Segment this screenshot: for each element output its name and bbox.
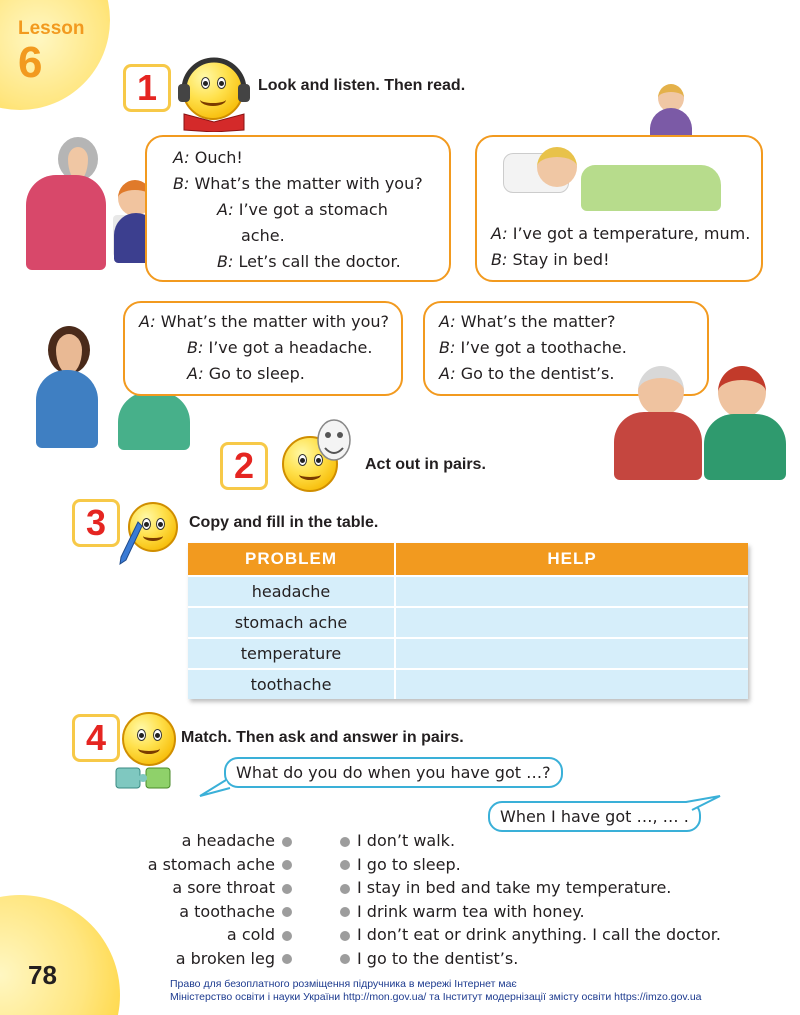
list-item[interactable]: I don’t walk. xyxy=(340,829,721,853)
list-item[interactable]: I go to the dentist’s. xyxy=(340,947,721,971)
list-item[interactable]: I stay in bed and take my temperature. xyxy=(340,876,721,900)
list-item[interactable]: a cold xyxy=(148,923,292,947)
table-row xyxy=(188,637,748,668)
match-dot[interactable] xyxy=(340,884,350,894)
dialogue-1-bubble: A: Ouch! B: What’s the matter with you? A: I’ve got a stomach ache. B: Let’s call the doctor. xyxy=(145,135,451,282)
table-cell-help xyxy=(394,575,748,606)
problem-help-table xyxy=(188,543,748,699)
match-dot[interactable] xyxy=(340,837,350,847)
footer-copyright xyxy=(170,978,702,1004)
match-problems-list xyxy=(148,829,292,970)
headphones-book-icon xyxy=(176,52,252,132)
lesson-number: 6 xyxy=(18,38,43,87)
list-item[interactable]: a stomach ache xyxy=(148,853,292,877)
match-dot[interactable] xyxy=(340,907,350,917)
list-item[interactable]: I drink warm tea with honey. xyxy=(340,900,721,924)
page-number: 78 xyxy=(28,960,57,990)
list-item[interactable]: I go to sleep. xyxy=(340,853,721,877)
match-dot[interactable] xyxy=(340,860,350,870)
pencil-icon xyxy=(118,520,144,566)
table-header-help: HELP xyxy=(394,543,748,575)
table-row xyxy=(188,668,748,699)
dialogue-3-bubble: A: What’s the matter with you? B: I’ve got a headache. A: Go to sleep. xyxy=(123,301,403,396)
exercise-1-number: 1 xyxy=(123,64,171,112)
exercise-2-title: Act out in pairs. xyxy=(365,456,486,473)
match-dot[interactable] xyxy=(282,860,292,870)
table-header-problem: PROBLEM xyxy=(188,543,394,575)
match-solutions-list xyxy=(340,829,721,970)
lesson-corner-decoration xyxy=(0,0,110,110)
dialogue-2-bubble: A: I’ve got a temperature, mum. B: Stay in bed! xyxy=(475,135,763,282)
answer-bubble-tail xyxy=(682,794,722,814)
table-row xyxy=(188,575,748,606)
list-item[interactable]: a sore throat xyxy=(148,876,292,900)
list-item[interactable]: a broken leg xyxy=(148,947,292,971)
footer-line-1: Право для безоплатного розміщення підручника в мережі Інтернет має xyxy=(170,978,517,990)
question-bubble-tail xyxy=(198,778,232,798)
match-dot[interactable] xyxy=(282,884,292,894)
match-dot[interactable] xyxy=(340,954,350,964)
table-cell-problem: headache xyxy=(188,575,394,606)
table-cell-help xyxy=(394,668,748,699)
table-cell-problem: toothache xyxy=(188,668,394,699)
exercise-3-title: Copy and fill in the table. xyxy=(189,514,379,531)
list-item[interactable]: I don’t eat or drink anything. I call the doctor. xyxy=(340,923,721,947)
puzzle-pieces-icon xyxy=(112,762,178,792)
question-bubble: What do you do when you have got …? xyxy=(224,757,563,788)
match-dot[interactable] xyxy=(282,837,292,847)
exercise-1-title: Look and listen. Then read. xyxy=(258,77,466,94)
match-dot[interactable] xyxy=(282,931,292,941)
dialogue-4-bubble: A: What’s the matter? B: I’ve got a toothache. A: Go to the dentist’s. xyxy=(423,301,709,396)
table-cell-problem: stomach ache xyxy=(188,606,394,637)
list-item[interactable]: a toothache xyxy=(148,900,292,924)
table-cell-problem: temperature xyxy=(188,637,394,668)
table-cell-help xyxy=(394,606,748,637)
page-corner-decoration xyxy=(0,895,120,1015)
exercise-2-number: 2 xyxy=(220,442,268,490)
match-dot[interactable] xyxy=(282,954,292,964)
match-dot[interactable] xyxy=(340,931,350,941)
exercise-4-number: 4 xyxy=(72,714,120,762)
list-item[interactable]: a headache xyxy=(148,829,292,853)
exercise-3-number: 3 xyxy=(72,499,120,547)
theatre-mask-icon xyxy=(314,418,354,470)
match-dot[interactable] xyxy=(282,907,292,917)
sick-boy-in-bed-picture xyxy=(497,135,727,215)
footer-line-2: Міністерство освіти і науки України http://mon.gov.ua/ та Інститут модернізації змісту освіти https://imzo.gov.ua xyxy=(170,991,702,1003)
table-cell-help xyxy=(394,637,748,668)
answer-bubble: When I have got …, … . xyxy=(488,801,701,832)
puzzle-smiley-icon xyxy=(122,712,176,766)
toothache-illustration xyxy=(608,362,788,480)
table-row xyxy=(188,606,748,637)
lesson-label: Lesson xyxy=(18,18,85,39)
exercise-4-title: Match. Then ask and answer in pairs. xyxy=(181,729,464,746)
